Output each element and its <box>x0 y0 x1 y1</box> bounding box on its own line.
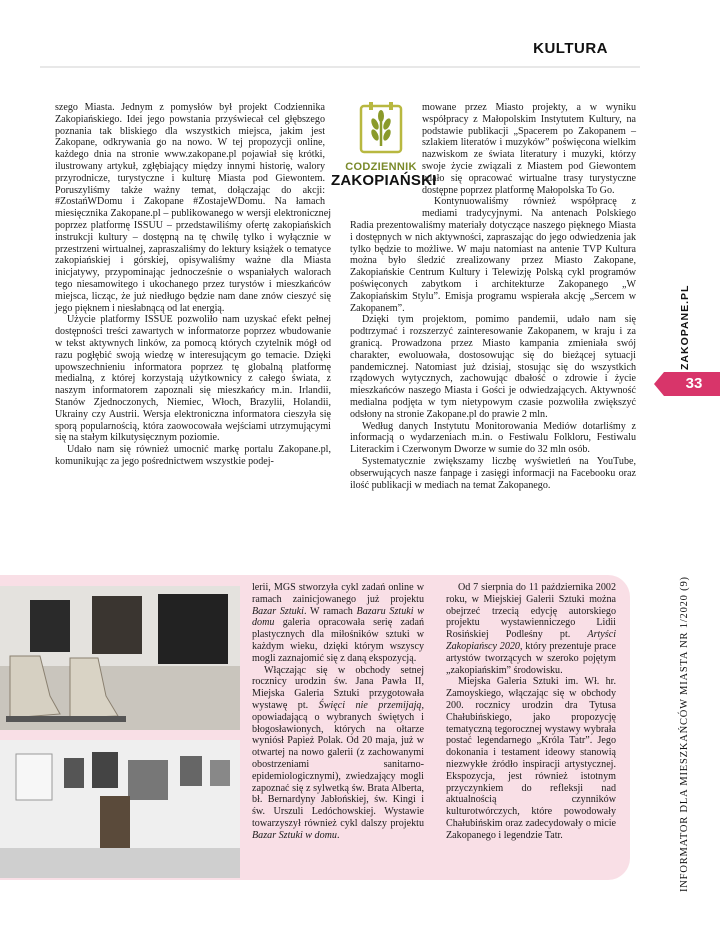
paragraph: Udało nam się również umocnić markę portalu Zakopane.pl, komunikując za jego pośrednictwem wszystkie podej- <box>55 444 331 467</box>
paragraph: mowane przez Miasto projekty, a w wyniku współpracy z Małopolskim Instytutem Kultury, na podstawie publikacji „Spacerem po Zakopanem – szlakiem literatów i muzyków” poświęcona wielkim nazwiskom ze świata literatury i muzyki, którzy swoje życie związali z Miastem pod Giewontem udało się opracować wirtualne trasy turystyczne dostępne poprzez platformę Małopolska To Go. <box>422 102 636 196</box>
paragraph: szego Miasta. Jednym z pomysłów był projekt Codziennika Zakopiańskiego. Idei jego powstania przyświecał cel głębszego poznania tak bliskiego dla wszystkich miejsca, jakim jest Zakopane, odkrywania go na nowo. W tej propozycji online, każdego dnia na stronie www.zakopane.pl pojawiał się krótki, ilustrowany artykuł, zgłębiający między innymi historię, walory przyrodnicze, turystyczne i kulturę Miasta pod Giewontem. Poruszyliśmy także ważny temat, dołączając do akcji: #ZostańWDomu i Zakopane #ZostajeWDomu. Na łamach miesięcznika Zakopane.pl – publikowanego w wersji elektronicznej poprzez platformę ISSUU – przedstawiliśmy ofertę zakopiańskich instrukcji kultury – dostępną na tę chwilę tylko i wyłącznie w przestrzeni wirtualnej, zapraszaliśmy do lektury książek o tematyce zakopiańskiej i górskiej, opisywaliśmy ważne dla Miasta inicjatywy, przypominając jednocześnie o wspaniałych walorach tego niesamowitego i ukochanego przez turystów i mieszkańców miejsca, licząc, że już niedługo będzie nam dane znów cieszyć się jego pięknem i niesłabnącą od lat energią. <box>55 102 331 314</box>
page-number: 33 <box>685 375 703 392</box>
text-run: Od 7 sierpnia do 11 października 2002 roku, w Miejskiej Galerii Sztuki można obejrzeć trzecią edycję autorskiego projektu wystawienniczego Lidii Rosińskiej Podleśny pt. <box>446 582 616 641</box>
page-number-tab <box>664 372 720 396</box>
paragraph: Według danych Instytutu Monitorowania Mediów dotarliśmy z informacją o wydarzeniach m.in. o Festiwalu Folkloru, Festiwalu Literackim i Czerwonym Dworze w sumie do 32 mln osób. <box>350 420 636 456</box>
paragraph: Miejska Galeria Sztuki im. Wł. hr. Zamoyskiego, włączając się w obchody 200. rocznicy urodzin dra Tytusa Chałubińskiego, jako propozycję tematyczną tegorocznej wystawy wybrała postać legendarnego „Króla Tatr”. Jego dokonania i testament ideowy stanowią niezwykłe źródło inspiracji artystycznej. Ekspozycja, jest również istotnym przyczynkiem do refleksji nad aktualnością czynników kulturotwórczych, które powodowały Chałubińskim oraz zadecydowały o micie Zakopanego i legendzie Tatr. <box>446 676 616 841</box>
paragraph: Kontynuowaliśmy również współpracę z mediami tradycyjnymi. Na antenach Polskiego Radia prezentowaliśmy materiały dotyczące naszego pięknego Miasta i dostępnych w nich aktywności, zapraszając do jego odwiedzenia jak tylko będzie to możliwe. W maju natomiast na antenie TVP Kultura można było śledzić zrealizowany przez Miasto Zakopane, Zakopiańskie Centrum Kultury i Telewizję Polską cykl programów poświęconych zabytkom i architekturze Zakopanego „W Zakopiańskim Stylu”. Emisja programu wspierała akcję „Sercem w Zakopanem”. <box>350 196 636 314</box>
exhibition-photo-hall <box>0 740 240 878</box>
italic-run: Święci nie przemijają <box>318 699 422 711</box>
logo-line-1: CODZIENNIK <box>345 161 417 173</box>
site-name: ZAKOPANE.PL <box>679 284 691 370</box>
box-column-3 <box>446 582 616 842</box>
header-bar <box>40 36 640 68</box>
text-run: lerii, MGS stworzyła cykl zadań online w ramach zainicjowanego już projektu <box>252 582 424 605</box>
text-run: , opowiadającą o wybranych świętych i błogosławionych, których na ołtarze wyniósł Papież Polak. Od 20 maja, już w otwartej na nowo galerii (z zachowanymi obostrzeniami sanitarno-epidemiologicznymi), zwiedzający mogli zapoznać się z sylwetką św. Brata Alberta, bł. Bernardyny Jabłońskiej, św. Kingi i św. Urszuli Ledóchowskiej. Wystawie towarzyszył również cykl dalszy projektu <box>252 699 424 829</box>
text-run: galeria opracowała serię zadań plastycznych dla miłośników sztuki w każdym wieku, dzięki którym wszyscy mogli zaznajomić się z daną ekspozycją. <box>252 617 424 664</box>
box-column-2 <box>252 582 424 842</box>
publication-info: INFORMATOR DLA MIESZKAŃCÓW MIASTA NR 1/2020 (9) <box>679 576 690 892</box>
italic-run: Bazar Sztuki <box>252 605 304 617</box>
paragraph <box>252 665 424 842</box>
text-run: Włączając się w obchody setnej rocznicy urodzin św. Jana Pawła II, Miejska Galeria Sztuki przygotowała wystawę pt. <box>252 664 424 711</box>
italic-run: Bazar Sztuki w domu <box>252 829 337 841</box>
article-column-2 <box>350 102 636 491</box>
italic-run: Bazaru Sztuki w domu <box>252 605 424 629</box>
paragraph: Użycie platformy ISSUE pozwoliło nam uzyskać efekt pełnej dostępności treści zawartych w informatorze poprzez wbudowanie w tekst aktywnych linków, za pomocą których czytelnik mógł od razu pogłębić swoją wiedzę w interesującym go temacie. Dzięki upowszechnieniu informatora poprzez tę globalną platformę medialną, z której korzystają użytkownicy z całego świata, z naszym informatorem zapoznali się mieszkańcy m.in. Irlandii, Stanów Zjednoczonych, Niemiec, Włoch, Brazylii, Holandii, Ukrainy czy Austrii. Wersja elektroniczna informatora cieszyła się sporą popularnością, która zaowocowała wejściami utrzymującymi się na stałym kilkutysięcznym poziomie. <box>55 314 331 444</box>
logo-line-2: ZAKOPIAŃSKI <box>331 172 437 189</box>
text-run: . W ramach <box>303 605 357 617</box>
paragraph: Dzięki tym projektom, pomimo pandemii, udało nam się podtrzymać i rozszerzyć zainteresowanie Zakopanem, w kraju i za granicą. Prowadzona przez Miasto kampania zmieniała swój charakter, ewoluowała, dostosowując się do bieżącej sytuacji pandemicznej. Natomiast już dzisiaj, stosując się do wszystkich rządowych wytycznych, zachowując dbałość o zdrowie i życie mieszkańców naszego Miasta i Gości je odwiedzających. Aktywność medialna podjęta w tym nietypowym czasie pozwoliła zwiększyć odsłony na stronie Zakopane.pl do prawie 2 mln. <box>350 314 636 420</box>
logo-spacer <box>350 102 422 214</box>
paragraph <box>446 582 616 676</box>
text-run: . <box>336 829 340 841</box>
exhibition-photo-boots <box>0 586 240 730</box>
italic-run: Artyści Zakopiańscy 2020 <box>446 629 616 652</box>
section-label: KULTURA <box>533 40 608 57</box>
paragraph: Systematycznie zwiększamy liczbę wyświetleń na YouTube, obserwujących nasze fanpage i zasięgi informacji na Facebooku oraz ilość publikacji w mediach na temat Zakopanego. <box>350 455 636 491</box>
paragraph <box>252 582 424 665</box>
text-run: , który prezentuje prace artystów tworzących w szeroko pojętym „zakopiańskim” środowisku. <box>446 640 617 676</box>
article-column-1 <box>55 102 437 468</box>
